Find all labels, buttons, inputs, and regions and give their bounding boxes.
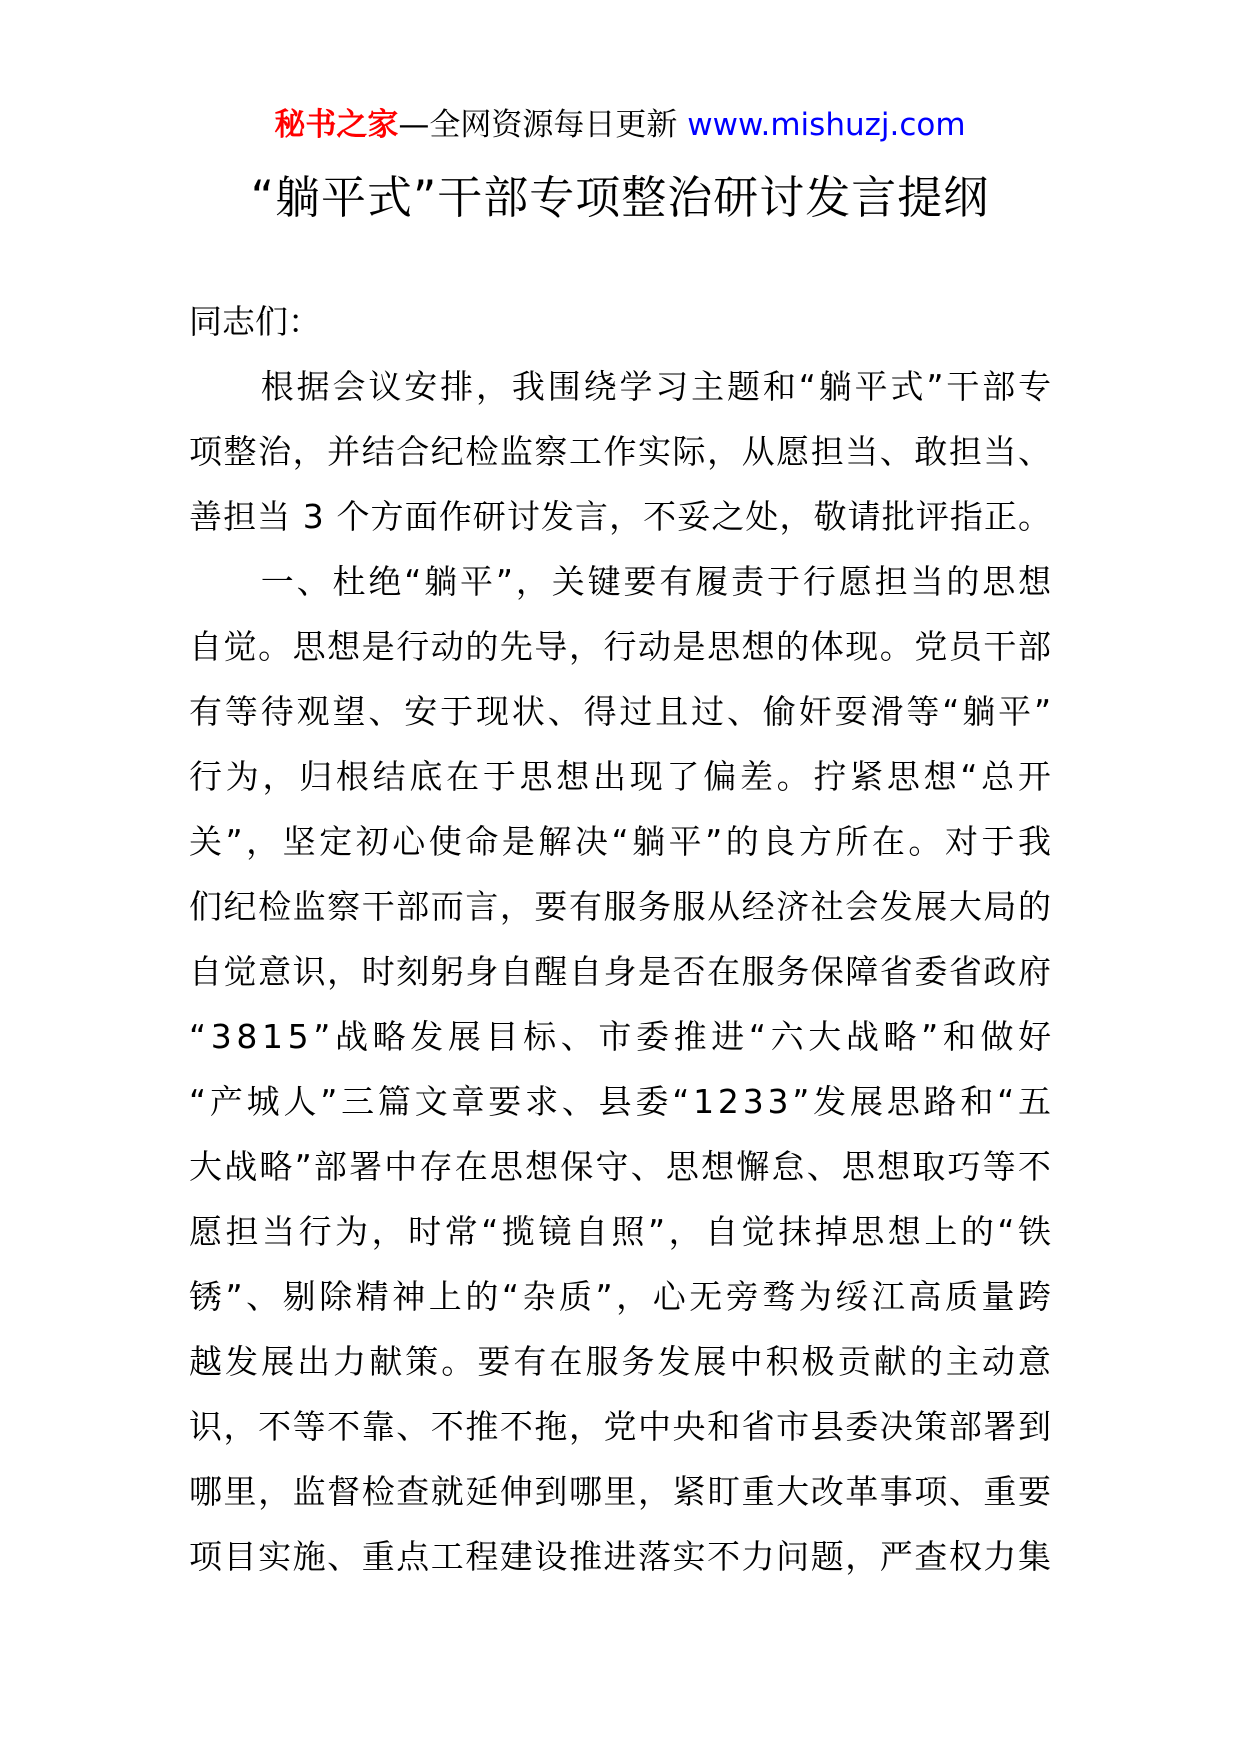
body-text-line: 根据会议安排，我围绕学习主题和“躺平式”干部专 — [189, 367, 1054, 406]
body-text-line: 大战略”部署中存在思想保守、思想懈怠、思想取巧等不 — [189, 1147, 1054, 1186]
body-text-line: 善担当 3 个方面作研讨发言，不妥之处，敬请批评指正。 — [189, 497, 1053, 536]
site-header — [0, 104, 1240, 146]
body-text-line: 自觉意识，时刻躬身自醒自身是否在服务保障省委省政府 — [189, 952, 1053, 991]
body-text-line: 项整治，并结合纪检监察工作实际，从愿担当、敢担当、 — [189, 432, 1053, 471]
body-text-line: 一、杜绝“躺平”，关键要有履责于行愿担当的思想 — [189, 562, 1054, 601]
body-text-line: 们纪检监察干部而言，要有服务服从经济社会发展大局的 — [189, 887, 1053, 926]
body-text-line: 行为，归根结底在于思想出现了偏差。拧紧思想“总开 — [189, 757, 1055, 796]
salutation-line: 同志们： — [189, 302, 321, 341]
document-title: “躺平式”干部专项整治研讨发言提纲 — [250, 171, 990, 224]
body-text-line: 自觉。思想是行动的先导，行动是思想的体现。党员干部 — [189, 627, 1053, 666]
body-text-line: 识，不等不靠、不推不拖，党中央和省市县委决策部署到 — [189, 1407, 1053, 1446]
header-tagline: —全网资源每日更新 — [398, 107, 678, 143]
body-text-line: “产城人”三篇文章要求、县委“1233”发展思路和“五 — [189, 1082, 1055, 1121]
body-text-line: 越发展出力献策。要有在服务发展中积极贡献的主动意 — [189, 1342, 1054, 1381]
brand-name: 秘书之家 — [274, 107, 399, 143]
body-text-line: 有等待观望、安于现状、得过且过、偷奸耍滑等“躺平” — [189, 692, 1054, 731]
document-body — [189, 296, 1056, 1596]
body-text-line: 锈”、剔除精神上的“杂质”，心无旁骛为绥江高质量跨 — [189, 1277, 1055, 1316]
body-text-line: 哪里，监督检查就延伸到哪里，紧盯重大改革事项、重要 — [189, 1472, 1053, 1511]
body-text-line: “3815”战略发展目标、市委推进“六大战略”和做好 — [189, 1017, 1056, 1056]
body-text-line: 关”，坚定初心使命是解决“躺平”的良方所在。对于我 — [189, 822, 1055, 861]
body-text-line: 愿担当行为，时常“揽镜自照”，自觉抹掉思想上的“铁 — [189, 1212, 1055, 1251]
body-text-line: 项目实施、重点工程建设推进落实不力问题，严查权力集 — [189, 1537, 1053, 1576]
site-url-link[interactable]: www.mishuzj.com — [687, 107, 966, 143]
